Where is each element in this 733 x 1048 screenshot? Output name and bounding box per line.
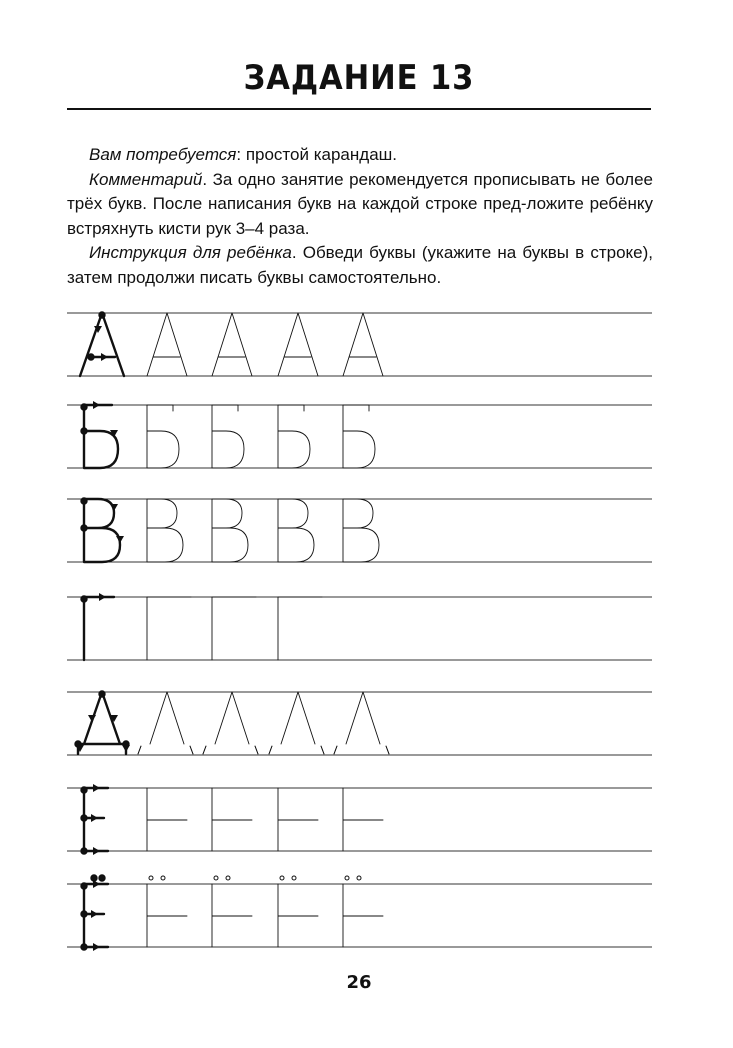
trace-letter bbox=[147, 876, 187, 947]
trace-letter bbox=[212, 876, 252, 947]
practice-row bbox=[67, 784, 652, 855]
trace-letter bbox=[212, 499, 248, 562]
instruction-label: Инструкция для ребёнка bbox=[89, 243, 292, 262]
trace-letter bbox=[278, 876, 318, 947]
practice-row bbox=[67, 691, 652, 755]
trace-letter bbox=[343, 313, 383, 376]
trace-letter bbox=[147, 788, 187, 851]
practice-row bbox=[67, 875, 652, 951]
trace-letter bbox=[343, 499, 379, 562]
trace-letter bbox=[147, 405, 179, 468]
practice-row bbox=[67, 498, 652, 562]
instruction-text: . Обведи буквы (укажите на буквы в строке), затем продолжи писать буквы самостоятельно. bbox=[67, 243, 653, 287]
materials-label: Вам потребуется bbox=[89, 145, 237, 164]
trace-letter bbox=[147, 313, 187, 376]
materials-text: : простой карандаш. bbox=[236, 145, 398, 164]
trace-letter bbox=[343, 788, 383, 851]
trace-letter bbox=[138, 692, 193, 754]
trace-letter bbox=[278, 405, 310, 468]
trace-letter bbox=[212, 405, 244, 468]
practice-row bbox=[67, 593, 652, 660]
comment-text: . За одно занятие рекомендуется прописывать не более трёх букв. После написания букв на каждой строке пред-ложите ребёнку встряхнуть кисти рук 3–4 раза. bbox=[67, 169, 653, 238]
trace-letter bbox=[334, 692, 389, 754]
trace-letter bbox=[278, 499, 314, 562]
model-letter bbox=[75, 691, 130, 754]
model-letter bbox=[81, 875, 108, 951]
trace-letter bbox=[278, 788, 318, 851]
trace-letter bbox=[278, 597, 322, 660]
trace-letter bbox=[147, 597, 191, 660]
model-letter bbox=[81, 498, 124, 562]
trace-letter bbox=[212, 313, 252, 376]
practice-row bbox=[67, 401, 652, 468]
trace-letter bbox=[269, 692, 324, 754]
trace-letter bbox=[212, 788, 252, 851]
comment-label: Комментарий bbox=[89, 169, 203, 189]
trace-letter bbox=[212, 597, 256, 660]
trace-letter bbox=[343, 405, 375, 468]
model-letter bbox=[81, 593, 114, 660]
model-letter bbox=[81, 401, 118, 468]
model-letter bbox=[81, 784, 108, 855]
trace-letter bbox=[343, 876, 383, 947]
trace-letter bbox=[278, 313, 318, 376]
page-title: ЗАДАНИЕ 13 bbox=[243, 58, 475, 98]
practice-row bbox=[67, 312, 652, 376]
trace-letter bbox=[203, 692, 258, 754]
page-number: 26 bbox=[346, 972, 372, 993]
trace-letter bbox=[147, 499, 183, 562]
model-letter bbox=[80, 312, 124, 376]
